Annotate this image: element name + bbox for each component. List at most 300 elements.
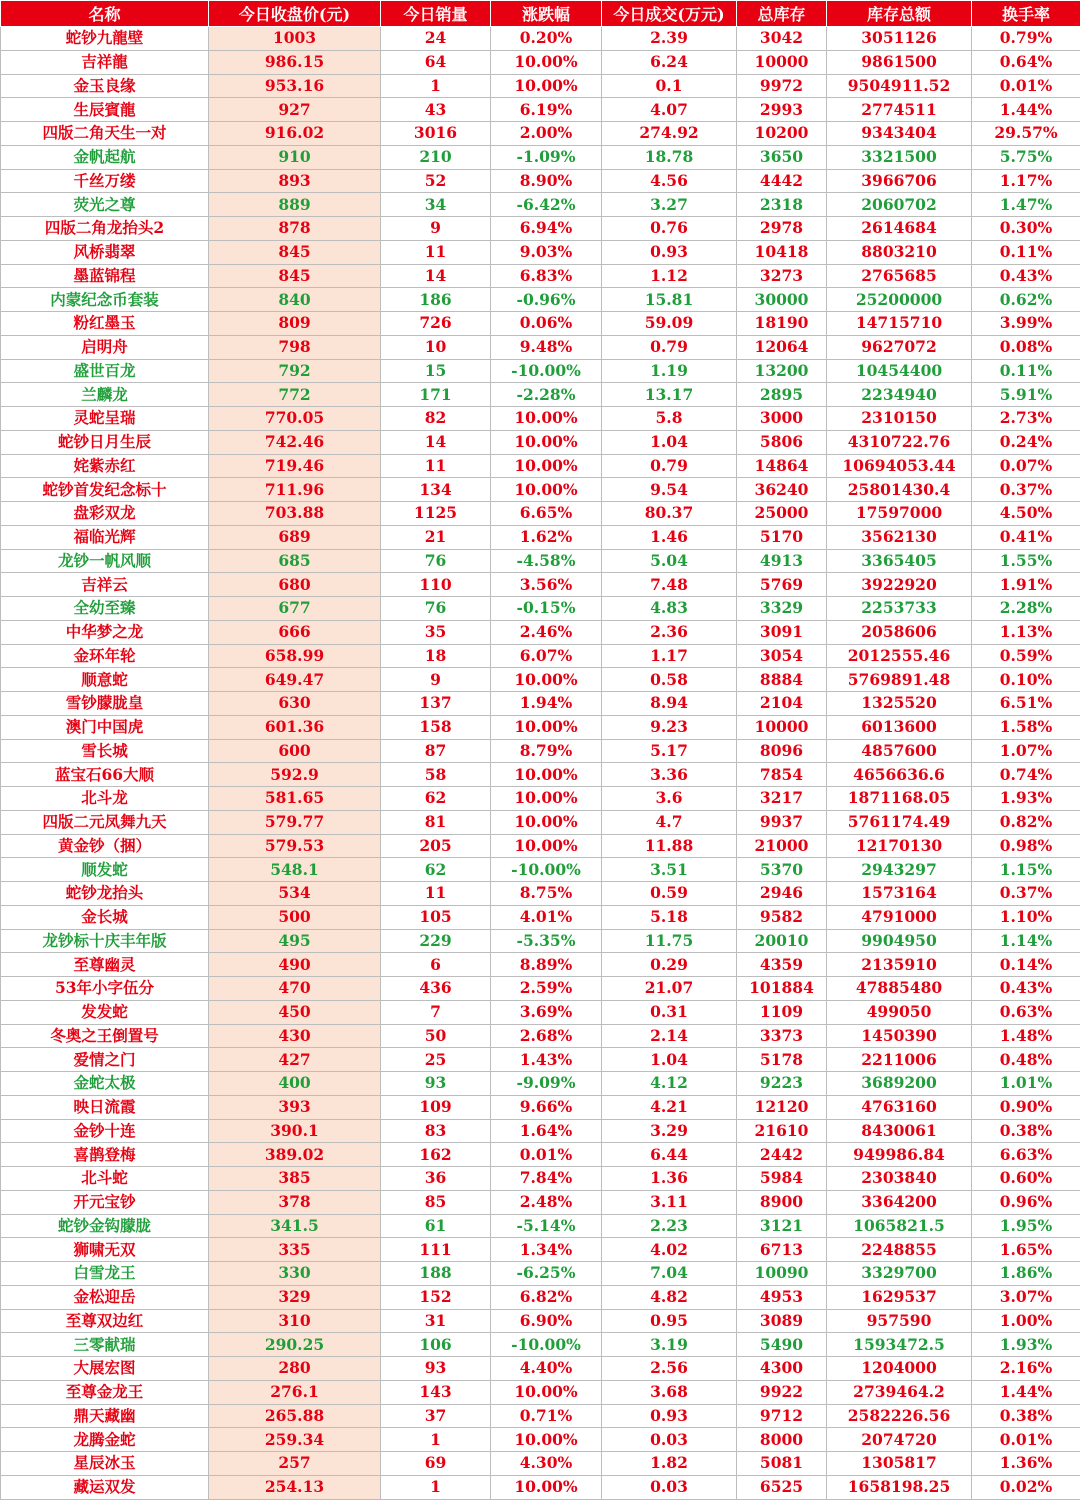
cell-name: 蛇钞九龍壁 bbox=[1, 27, 209, 51]
cell-change: 2.46% bbox=[491, 620, 602, 644]
table-row[interactable] bbox=[1, 407, 1080, 431]
cell-turnover: 3.27 bbox=[602, 193, 737, 217]
cell-total-stock: 10200 bbox=[737, 122, 827, 146]
cell-sales-volume: 106 bbox=[381, 1333, 491, 1357]
table-row[interactable] bbox=[1, 1309, 1080, 1333]
cell-close-price: 770.05 bbox=[209, 407, 381, 431]
cell-turnover: 5.17 bbox=[602, 739, 737, 763]
table-row[interactable] bbox=[1, 1190, 1080, 1214]
cell-sales-volume: 9 bbox=[381, 217, 491, 241]
cell-name: 粉红墨玉 bbox=[1, 312, 209, 336]
cell-stock-value: 4310722.76 bbox=[827, 430, 972, 454]
cell-change: -9.09% bbox=[491, 1072, 602, 1096]
cell-name: 金蛇太极 bbox=[1, 1072, 209, 1096]
cell-stock-value: 10694053.44 bbox=[827, 454, 972, 478]
table-row[interactable] bbox=[1, 502, 1080, 526]
cell-close-price: 393 bbox=[209, 1095, 381, 1119]
column-header-change[interactable]: 涨跌幅 bbox=[491, 1, 602, 27]
cell-sales-volume: 76 bbox=[381, 549, 491, 573]
cell-close-price: 265.88 bbox=[209, 1404, 381, 1428]
cell-turnover: 0.76 bbox=[602, 217, 737, 241]
cell-turnover: 3.68 bbox=[602, 1380, 737, 1404]
table-row[interactable] bbox=[1, 1143, 1080, 1167]
table-row[interactable] bbox=[1, 1452, 1080, 1476]
cell-sales-volume: 93 bbox=[381, 1357, 491, 1381]
cell-change: 6.65% bbox=[491, 502, 602, 526]
cell-total-stock: 5370 bbox=[737, 858, 827, 882]
table-row[interactable] bbox=[1, 122, 1080, 146]
cell-turnover-rate: 0.74% bbox=[972, 763, 1080, 787]
cell-close-price: 719.46 bbox=[209, 454, 381, 478]
cell-name: 顺意蛇 bbox=[1, 668, 209, 692]
cell-close-price: 840 bbox=[209, 288, 381, 312]
table-row[interactable] bbox=[1, 1000, 1080, 1024]
cell-turnover: 5.04 bbox=[602, 549, 737, 573]
cell-turnover: 4.7 bbox=[602, 810, 737, 834]
column-header-stock-value[interactable]: 库存总额 bbox=[827, 1, 972, 27]
cell-stock-value: 1305817 bbox=[827, 1452, 972, 1476]
cell-name: 盘彩双龙 bbox=[1, 502, 209, 526]
cell-total-stock: 8000 bbox=[737, 1428, 827, 1452]
cell-turnover: 7.48 bbox=[602, 573, 737, 597]
cell-sales-volume: 186 bbox=[381, 288, 491, 312]
cell-total-stock: 3054 bbox=[737, 644, 827, 668]
cell-stock-value: 3922920 bbox=[827, 573, 972, 597]
cell-sales-volume: 10 bbox=[381, 335, 491, 359]
cell-sales-volume: 1125 bbox=[381, 502, 491, 526]
cell-sales-volume: 43 bbox=[381, 98, 491, 122]
cell-turnover: 0.1 bbox=[602, 74, 737, 98]
table-row[interactable] bbox=[1, 787, 1080, 811]
cell-name: 金钞十连 bbox=[1, 1119, 209, 1143]
cell-sales-volume: 188 bbox=[381, 1262, 491, 1286]
cell-name: 开元宝钞 bbox=[1, 1190, 209, 1214]
table-row[interactable] bbox=[1, 644, 1080, 668]
cell-stock-value: 3365405 bbox=[827, 549, 972, 573]
column-header-turnover-rate[interactable]: 换手率 bbox=[972, 1, 1080, 27]
cell-name: 北斗蛇 bbox=[1, 1167, 209, 1191]
cell-stock-value: 1871168.05 bbox=[827, 787, 972, 811]
table-row[interactable] bbox=[1, 383, 1080, 407]
cell-turnover: 2.23 bbox=[602, 1214, 737, 1238]
table-row[interactable] bbox=[1, 478, 1080, 502]
table-row[interactable] bbox=[1, 1024, 1080, 1048]
cell-change: 4.30% bbox=[491, 1452, 602, 1476]
cell-stock-value: 2765685 bbox=[827, 264, 972, 288]
cell-total-stock: 3329 bbox=[737, 597, 827, 621]
column-header-total-stock[interactable]: 总库存 bbox=[737, 1, 827, 27]
cell-change: 2.00% bbox=[491, 122, 602, 146]
cell-turnover-rate: 2.28% bbox=[972, 597, 1080, 621]
cell-change: 6.07% bbox=[491, 644, 602, 668]
cell-change: 1.34% bbox=[491, 1238, 602, 1262]
cell-total-stock: 3042 bbox=[737, 27, 827, 51]
cell-close-price: 630 bbox=[209, 692, 381, 716]
cell-turnover-rate: 1.91% bbox=[972, 573, 1080, 597]
table-row[interactable] bbox=[1, 169, 1080, 193]
table-row[interactable] bbox=[1, 1285, 1080, 1309]
cell-close-price: 400 bbox=[209, 1072, 381, 1096]
cell-turnover-rate: 1.44% bbox=[972, 98, 1080, 122]
table-row[interactable] bbox=[1, 977, 1080, 1001]
cell-close-price: 1003 bbox=[209, 27, 381, 51]
cell-name: 盛世百龙 bbox=[1, 359, 209, 383]
cell-change: 10.00% bbox=[491, 715, 602, 739]
table-row[interactable] bbox=[1, 834, 1080, 858]
cell-sales-volume: 152 bbox=[381, 1285, 491, 1309]
table-row[interactable] bbox=[1, 668, 1080, 692]
cell-name: 金环年轮 bbox=[1, 644, 209, 668]
cell-change: 9.66% bbox=[491, 1095, 602, 1119]
cell-change: 2.68% bbox=[491, 1024, 602, 1048]
cell-name: 三零献瑞 bbox=[1, 1333, 209, 1357]
cell-name: 金玉良缘 bbox=[1, 74, 209, 98]
cell-total-stock: 3000 bbox=[737, 407, 827, 431]
cell-name: 金帆起航 bbox=[1, 145, 209, 169]
cell-stock-value: 9861500 bbox=[827, 50, 972, 74]
cell-turnover-rate: 0.43% bbox=[972, 264, 1080, 288]
cell-turnover-rate: 0.64% bbox=[972, 50, 1080, 74]
column-header-sales-volume[interactable]: 今日销量 bbox=[381, 1, 491, 27]
cell-sales-volume: 229 bbox=[381, 929, 491, 953]
cell-name: 映日流霞 bbox=[1, 1095, 209, 1119]
cell-turnover: 0.31 bbox=[602, 1000, 737, 1024]
cell-sales-volume: 31 bbox=[381, 1309, 491, 1333]
cell-stock-value: 2253733 bbox=[827, 597, 972, 621]
cell-turnover-rate: 0.79% bbox=[972, 27, 1080, 51]
cell-close-price: 893 bbox=[209, 169, 381, 193]
cell-sales-volume: 1 bbox=[381, 1475, 491, 1499]
table-row[interactable] bbox=[1, 27, 1080, 51]
cell-name: 鼎天藏幽 bbox=[1, 1404, 209, 1428]
cell-turnover: 7.04 bbox=[602, 1262, 737, 1286]
cell-close-price: 845 bbox=[209, 240, 381, 264]
cell-name: 藏运双发 bbox=[1, 1475, 209, 1499]
cell-turnover-rate: 3.99% bbox=[972, 312, 1080, 336]
cell-change: 0.71% bbox=[491, 1404, 602, 1428]
cell-turnover-rate: 1.36% bbox=[972, 1452, 1080, 1476]
cell-name: 吉祥云 bbox=[1, 573, 209, 597]
cell-change: -5.35% bbox=[491, 929, 602, 953]
table-row[interactable] bbox=[1, 1119, 1080, 1143]
table-row[interactable] bbox=[1, 763, 1080, 787]
cell-turnover: 0.58 bbox=[602, 668, 737, 692]
cell-turnover-rate: 0.14% bbox=[972, 953, 1080, 977]
cell-turnover: 2.56 bbox=[602, 1357, 737, 1381]
table-row[interactable] bbox=[1, 1262, 1080, 1286]
cell-total-stock: 3217 bbox=[737, 787, 827, 811]
cell-total-stock: 25000 bbox=[737, 502, 827, 526]
cell-turnover: 3.51 bbox=[602, 858, 737, 882]
table-row[interactable] bbox=[1, 882, 1080, 906]
cell-change: 10.00% bbox=[491, 50, 602, 74]
cell-turnover: 0.03 bbox=[602, 1428, 737, 1452]
table-row[interactable] bbox=[1, 692, 1080, 716]
table-row[interactable] bbox=[1, 1404, 1080, 1428]
table-row[interactable] bbox=[1, 454, 1080, 478]
table-row[interactable] bbox=[1, 715, 1080, 739]
cell-turnover: 4.02 bbox=[602, 1238, 737, 1262]
cell-turnover-rate: 1.07% bbox=[972, 739, 1080, 763]
table-row[interactable] bbox=[1, 217, 1080, 241]
cell-change: 1.43% bbox=[491, 1048, 602, 1072]
cell-sales-volume: 69 bbox=[381, 1452, 491, 1476]
table-row[interactable] bbox=[1, 98, 1080, 122]
table-row[interactable] bbox=[1, 858, 1080, 882]
cell-turnover: 0.93 bbox=[602, 1404, 737, 1428]
table-row[interactable] bbox=[1, 573, 1080, 597]
cell-turnover-rate: 1.44% bbox=[972, 1380, 1080, 1404]
cell-sales-volume: 15 bbox=[381, 359, 491, 383]
table-row[interactable] bbox=[1, 1357, 1080, 1381]
cell-name: 星辰冰玉 bbox=[1, 1452, 209, 1476]
cell-sales-volume: 82 bbox=[381, 407, 491, 431]
cell-name: 福临光辉 bbox=[1, 525, 209, 549]
cell-turnover-rate: 0.01% bbox=[972, 74, 1080, 98]
cell-change: 10.00% bbox=[491, 810, 602, 834]
column-header-name[interactable]: 名称 bbox=[1, 1, 209, 27]
cell-turnover: 3.19 bbox=[602, 1333, 737, 1357]
table-row[interactable] bbox=[1, 905, 1080, 929]
cell-stock-value: 1065821.5 bbox=[827, 1214, 972, 1238]
cell-name: 启明舟 bbox=[1, 335, 209, 359]
cell-stock-value: 2060702 bbox=[827, 193, 972, 217]
cell-stock-value: 2943297 bbox=[827, 858, 972, 882]
cell-turnover-rate: 4.50% bbox=[972, 502, 1080, 526]
cell-stock-value: 2211006 bbox=[827, 1048, 972, 1072]
cell-total-stock: 5178 bbox=[737, 1048, 827, 1072]
table-row[interactable] bbox=[1, 739, 1080, 763]
cell-total-stock: 10418 bbox=[737, 240, 827, 264]
table-row[interactable] bbox=[1, 810, 1080, 834]
cell-total-stock: 2946 bbox=[737, 882, 827, 906]
cell-total-stock: 10000 bbox=[737, 50, 827, 74]
cell-turnover-rate: 0.37% bbox=[972, 882, 1080, 906]
cell-turnover: 1.04 bbox=[602, 1048, 737, 1072]
cell-name: 大展宏图 bbox=[1, 1357, 209, 1381]
table-row[interactable] bbox=[1, 525, 1080, 549]
cell-change: 10.00% bbox=[491, 1475, 602, 1499]
cell-turnover-rate: 0.62% bbox=[972, 288, 1080, 312]
cell-turnover-rate: 1.93% bbox=[972, 1333, 1080, 1357]
cell-change: 8.90% bbox=[491, 169, 602, 193]
cell-stock-value: 4791000 bbox=[827, 905, 972, 929]
cell-sales-volume: 11 bbox=[381, 882, 491, 906]
cell-stock-value: 2058606 bbox=[827, 620, 972, 644]
cell-stock-value: 5761174.49 bbox=[827, 810, 972, 834]
cell-name: 狮啸无双 bbox=[1, 1238, 209, 1262]
cell-change: 1.64% bbox=[491, 1119, 602, 1143]
table-row[interactable] bbox=[1, 145, 1080, 169]
cell-sales-volume: 7 bbox=[381, 1000, 491, 1024]
cell-stock-value: 2614684 bbox=[827, 217, 972, 241]
cell-close-price: 534 bbox=[209, 882, 381, 906]
cell-close-price: 385 bbox=[209, 1167, 381, 1191]
cell-close-price: 927 bbox=[209, 98, 381, 122]
table-row[interactable] bbox=[1, 1475, 1080, 1499]
table-row[interactable] bbox=[1, 1072, 1080, 1096]
cell-turnover-rate: 0.01% bbox=[972, 1428, 1080, 1452]
cell-change: -6.42% bbox=[491, 193, 602, 217]
table-row[interactable] bbox=[1, 264, 1080, 288]
table-row[interactable] bbox=[1, 74, 1080, 98]
cell-change: 2.59% bbox=[491, 977, 602, 1001]
table-row[interactable] bbox=[1, 1238, 1080, 1262]
table-row[interactable] bbox=[1, 1333, 1080, 1357]
cell-sales-volume: 62 bbox=[381, 787, 491, 811]
cell-turnover-rate: 29.57% bbox=[972, 122, 1080, 146]
cell-total-stock: 9712 bbox=[737, 1404, 827, 1428]
cell-total-stock: 9922 bbox=[737, 1380, 827, 1404]
table-row[interactable] bbox=[1, 620, 1080, 644]
cell-close-price: 470 bbox=[209, 977, 381, 1001]
cell-sales-volume: 21 bbox=[381, 525, 491, 549]
table-row[interactable] bbox=[1, 430, 1080, 454]
cell-total-stock: 4953 bbox=[737, 1285, 827, 1309]
cell-turnover: 80.37 bbox=[602, 502, 737, 526]
cell-total-stock: 8096 bbox=[737, 739, 827, 763]
cell-total-stock: 8900 bbox=[737, 1190, 827, 1214]
cell-close-price: 257 bbox=[209, 1452, 381, 1476]
cell-total-stock: 6525 bbox=[737, 1475, 827, 1499]
cell-turnover: 1.46 bbox=[602, 525, 737, 549]
cell-close-price: 579.53 bbox=[209, 834, 381, 858]
cell-total-stock: 7854 bbox=[737, 763, 827, 787]
cell-change: 3.69% bbox=[491, 1000, 602, 1024]
cell-stock-value: 4656636.6 bbox=[827, 763, 972, 787]
cell-turnover: 1.17 bbox=[602, 644, 737, 668]
cell-change: 10.00% bbox=[491, 478, 602, 502]
cell-turnover: 1.19 bbox=[602, 359, 737, 383]
cell-turnover-rate: 1.47% bbox=[972, 193, 1080, 217]
cell-turnover-rate: 1.15% bbox=[972, 858, 1080, 882]
cell-stock-value: 4857600 bbox=[827, 739, 972, 763]
cell-close-price: 677 bbox=[209, 597, 381, 621]
cell-turnover: 274.92 bbox=[602, 122, 737, 146]
cell-close-price: 772 bbox=[209, 383, 381, 407]
table-row[interactable] bbox=[1, 335, 1080, 359]
cell-sales-volume: 1 bbox=[381, 1428, 491, 1452]
cell-sales-volume: 11 bbox=[381, 454, 491, 478]
cell-turnover: 0.29 bbox=[602, 953, 737, 977]
cell-total-stock: 20010 bbox=[737, 929, 827, 953]
cell-name: 53年小字伍分 bbox=[1, 977, 209, 1001]
cell-name: 四版二角龙抬头2 bbox=[1, 217, 209, 241]
table-row[interactable] bbox=[1, 50, 1080, 74]
cell-stock-value: 3562130 bbox=[827, 525, 972, 549]
cell-stock-value: 2774511 bbox=[827, 98, 972, 122]
cell-close-price: 742.46 bbox=[209, 430, 381, 454]
cell-stock-value: 17597000 bbox=[827, 502, 972, 526]
cell-stock-value: 2248855 bbox=[827, 1238, 972, 1262]
table-row[interactable] bbox=[1, 929, 1080, 953]
cell-total-stock: 36240 bbox=[737, 478, 827, 502]
table-row[interactable] bbox=[1, 240, 1080, 264]
cell-change: 2.48% bbox=[491, 1190, 602, 1214]
cell-name: 姹紫赤红 bbox=[1, 454, 209, 478]
cell-turnover: 0.79 bbox=[602, 335, 737, 359]
table-row[interactable] bbox=[1, 1167, 1080, 1191]
cell-name: 雪长城 bbox=[1, 739, 209, 763]
cell-total-stock: 6713 bbox=[737, 1238, 827, 1262]
cell-change: 10.00% bbox=[491, 454, 602, 478]
cell-name: 龙钞一帆风顺 bbox=[1, 549, 209, 573]
table-row[interactable] bbox=[1, 549, 1080, 573]
cell-turnover: 0.59 bbox=[602, 882, 737, 906]
table-row[interactable] bbox=[1, 597, 1080, 621]
cell-turnover-rate: 0.41% bbox=[972, 525, 1080, 549]
cell-change: -6.25% bbox=[491, 1262, 602, 1286]
cell-total-stock: 2318 bbox=[737, 193, 827, 217]
cell-turnover-rate: 0.24% bbox=[972, 430, 1080, 454]
cell-total-stock: 14864 bbox=[737, 454, 827, 478]
cell-sales-volume: 83 bbox=[381, 1119, 491, 1143]
table-row[interactable] bbox=[1, 1380, 1080, 1404]
cell-turnover-rate: 0.38% bbox=[972, 1404, 1080, 1428]
cell-name: 全幼至臻 bbox=[1, 597, 209, 621]
cell-turnover-rate: 1.17% bbox=[972, 169, 1080, 193]
cell-stock-value: 25801430.4 bbox=[827, 478, 972, 502]
cell-stock-value: 9343404 bbox=[827, 122, 972, 146]
cell-turnover: 1.82 bbox=[602, 1452, 737, 1476]
table-row[interactable] bbox=[1, 1048, 1080, 1072]
cell-stock-value: 9627072 bbox=[827, 335, 972, 359]
cell-turnover: 11.75 bbox=[602, 929, 737, 953]
table-row[interactable] bbox=[1, 953, 1080, 977]
cell-name: 荧光之尊 bbox=[1, 193, 209, 217]
cell-total-stock: 21000 bbox=[737, 834, 827, 858]
cell-total-stock: 5806 bbox=[737, 430, 827, 454]
table-row[interactable] bbox=[1, 288, 1080, 312]
cell-name: 蓝宝石66大顺 bbox=[1, 763, 209, 787]
cell-total-stock: 101884 bbox=[737, 977, 827, 1001]
cell-turnover: 3.29 bbox=[602, 1119, 737, 1143]
cell-turnover: 2.39 bbox=[602, 27, 737, 51]
cell-close-price: 845 bbox=[209, 264, 381, 288]
cell-name: 蛇钞首发纪念标十 bbox=[1, 478, 209, 502]
cell-change: 4.40% bbox=[491, 1357, 602, 1381]
cell-turnover-rate: 5.91% bbox=[972, 383, 1080, 407]
cell-name: 四版二角天生一对 bbox=[1, 122, 209, 146]
cell-change: 4.01% bbox=[491, 905, 602, 929]
cell-sales-volume: 11 bbox=[381, 240, 491, 264]
cell-change: 10.00% bbox=[491, 668, 602, 692]
cell-name: 四版二元凤舞九天 bbox=[1, 810, 209, 834]
cell-close-price: 878 bbox=[209, 217, 381, 241]
table-row[interactable] bbox=[1, 312, 1080, 336]
cell-change: 10.00% bbox=[491, 1380, 602, 1404]
cell-name: 爱情之门 bbox=[1, 1048, 209, 1072]
column-header-close-price[interactable]: 今日收盘价(元) bbox=[209, 1, 381, 27]
cell-name: 灵蛇呈瑞 bbox=[1, 407, 209, 431]
table-row[interactable] bbox=[1, 1428, 1080, 1452]
cell-stock-value: 9904950 bbox=[827, 929, 972, 953]
cell-turnover: 3.6 bbox=[602, 787, 737, 811]
cell-name: 白雪龙王 bbox=[1, 1262, 209, 1286]
cell-sales-volume: 111 bbox=[381, 1238, 491, 1262]
table-row[interactable] bbox=[1, 1095, 1080, 1119]
table-row[interactable] bbox=[1, 359, 1080, 383]
cell-close-price: 600 bbox=[209, 739, 381, 763]
table-row[interactable] bbox=[1, 1214, 1080, 1238]
cell-name: 风桥翡翠 bbox=[1, 240, 209, 264]
column-header-turnover[interactable]: 今日成交(万元) bbox=[602, 1, 737, 27]
cell-change: -5.14% bbox=[491, 1214, 602, 1238]
cell-close-price: 680 bbox=[209, 573, 381, 597]
cell-change: -4.58% bbox=[491, 549, 602, 573]
cell-close-price: 430 bbox=[209, 1024, 381, 1048]
table-row[interactable] bbox=[1, 193, 1080, 217]
